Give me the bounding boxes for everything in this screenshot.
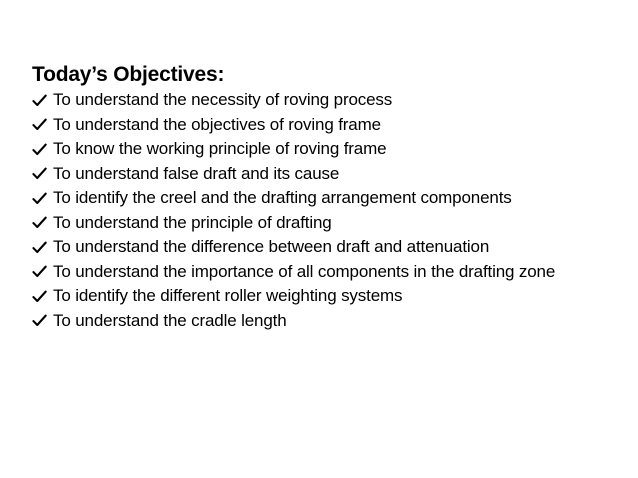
objective-text: To know the working principle of roving frame <box>53 139 387 158</box>
objective-text: To understand false draft and its cause <box>53 163 340 183</box>
checkmark-icon <box>32 286 53 306</box>
objective-item <box>32 213 592 233</box>
objective-text: To identify the creel and the drafting arrangement components <box>53 188 512 207</box>
objective-item <box>32 262 592 282</box>
checkmark-icon <box>32 311 53 331</box>
objective-item <box>32 164 592 184</box>
objective-item <box>32 237 592 257</box>
objective-text: To understand the objectives of roving frame <box>53 114 381 134</box>
checkmark-icon <box>32 164 53 184</box>
slide-heading: Today’s Objectives: <box>32 63 225 86</box>
objective-item <box>32 90 592 110</box>
slide-content <box>32 62 592 335</box>
objective-item <box>32 115 592 135</box>
objective-text: To understand the difference between draft and attenuation <box>53 237 490 256</box>
objective-item <box>32 139 592 159</box>
checkmark-icon <box>32 213 53 233</box>
checkmark-icon <box>32 262 53 282</box>
objective-text: To understand the cradle length <box>53 310 287 330</box>
objective-text: To understand the principle of drafting <box>53 212 332 232</box>
checkmark-icon <box>32 115 53 135</box>
checkmark-icon <box>32 237 53 257</box>
objective-text: To understand the importance of all components in the drafting zone <box>53 261 556 281</box>
objective-item <box>32 188 592 208</box>
objective-text: To understand the necessity of roving process <box>53 90 393 109</box>
objectives-list <box>32 90 592 331</box>
checkmark-icon <box>32 139 53 159</box>
objective-item <box>32 286 592 306</box>
objective-item <box>32 311 592 331</box>
checkmark-icon <box>32 188 53 208</box>
objective-text: To identify the different roller weighting systems <box>53 286 403 305</box>
checkmark-icon <box>32 90 53 110</box>
